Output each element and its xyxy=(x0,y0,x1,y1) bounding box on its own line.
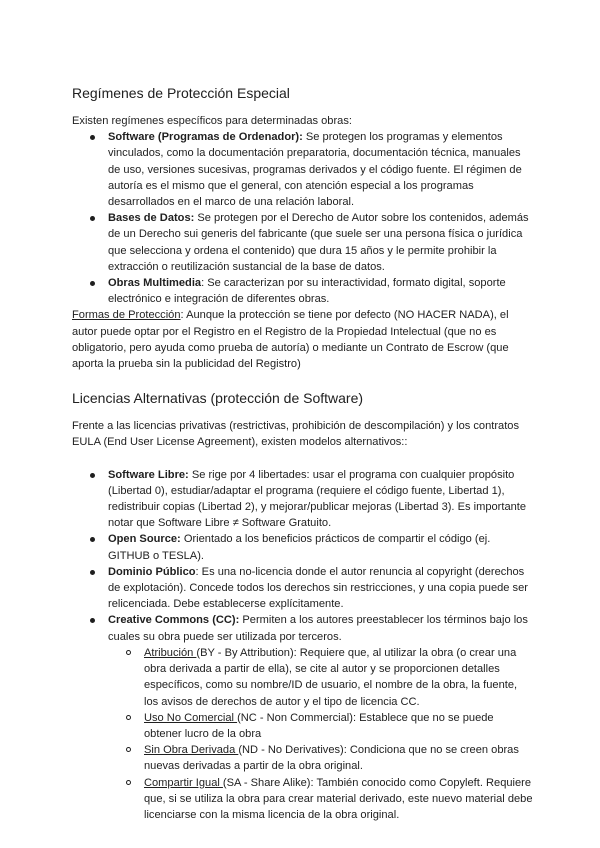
cc-item-compartir-igual xyxy=(108,775,534,824)
list-item-bases-de-datos xyxy=(72,210,534,275)
term-sin-obra-derivada: Sin Obra Derivada xyxy=(144,744,239,757)
section-heading-licencias: Licencias Alternativas (protección de Software) xyxy=(72,390,364,407)
desc-dominio-publico: : Es una no-licencia donde el autor renuncia al copyright (derechos de explotación). Concede todos los derechos sin restricciones, y una copia puede ser relicenciada. Debe establecerse explícitamente. xyxy=(108,565,528,611)
term-software-libre: Software Libre: xyxy=(108,468,189,481)
formas-proteccion-text: : Aunque la protección se tiene por defecto (NO HACER NADA), el autor puede optar por el Registro en el Registro de la Propiedad Intelectual (que no es obligatorio, pero ayuda como prueba de autoría) o mediante un Contrato de Escrow (que aporta la prueba sin la publicidad del Registro) xyxy=(72,309,509,371)
term-bases-de-datos: Bases de Datos: xyxy=(108,212,195,225)
list-item-creative-commons xyxy=(72,612,534,823)
section-intro-regimenes: Existen regímenes específicos para determinadas obras: xyxy=(72,115,352,127)
desc-atribucion: (BY - By Attribution): Requiere que, al utilizar la obra (o crear una obra derivada a partir de ella), se cite al autor y se proporcionen detalles específicos, como su nombre/ID de usuario, el nombre de la obra, la fuente, los avisos de derechos de autor y el tipo de licencia CC. xyxy=(144,646,518,708)
document-content xyxy=(72,83,534,823)
list-item-software-libre xyxy=(72,467,534,532)
term-compartir-igual: Compartir Igual xyxy=(144,776,223,789)
desc-software: Se protegen los programas y elementos vinculados, como la documentación preparatoria, documentación técnica, manuales de uso, versiones sucesivas, programas derivados y el código fuente. El régimen de autoría es el mismo que el general, con atención especial a los programas desarrollados en el marco de una relación laboral. xyxy=(108,131,522,209)
cc-item-sin-obra-derivada xyxy=(108,742,534,774)
formas-proteccion-paragraph xyxy=(72,307,534,372)
list-item-open-source xyxy=(72,531,534,563)
section-intro-licencias: Frente a las licencias privativas (restrictivas, prohibición de descompilación) y los contratos EULA (End User License Agreement), existen modelos alternativos:: xyxy=(72,420,520,449)
term-creative-commons: Creative Commons (CC): xyxy=(108,614,240,627)
desc-compartir-igual: (SA - Share Alike): También conocido como Copyleft. Requiere que, si se utiliza la obra para crear material derivado, este nuevo material debe licenciarse con la misma licencia de la obra original. xyxy=(144,776,533,821)
list-item-obras-multimedia xyxy=(72,275,534,307)
list-item-dominio-publico xyxy=(72,564,534,613)
cc-item-atribucion xyxy=(108,645,534,710)
desc-obras-multimedia: : Se caracterizan por su interactividad, formato digital, soporte electrónico e integración de diferentes obras. xyxy=(108,277,506,306)
licencias-list xyxy=(72,467,534,823)
desc-software-libre: Se rige por 4 libertades: usar el programa con cualquier propósito (Libertad 0), estudiar/adaptar el programa (requiere el código fuente, Libertad 1), redistribuir copias (Libertad 2), y mejorar/publicar mejoras (Libertad 3). Es importante notar que Software Libre ≠ Software Gratuito. xyxy=(108,468,527,530)
desc-uso-no-comercial: (NC - Non Commercial): Establece que no se puede obtener lucro de la obra xyxy=(144,711,494,740)
cc-sublist xyxy=(108,645,534,823)
section-heading-regimenes: Regímenes de Protección Especial xyxy=(72,85,290,101)
regimenes-list xyxy=(72,129,534,307)
term-software: Software (Programas de Ordenador): xyxy=(108,131,303,144)
desc-sin-obra-derivada: (ND - No Derivatives): Condiciona que no se creen obras nuevas derivadas a partir de la obra original. xyxy=(144,744,519,773)
term-uso-no-comercial: Uso No Comercial xyxy=(144,711,238,724)
term-atribucion: Atribución xyxy=(144,646,197,659)
desc-open-source: Orientado a los beneficios prácticos de compartir el código (ej. GITHUB o TESLA). xyxy=(108,533,491,562)
desc-creative-commons: Permiten a los autores preestablecer los términos bajo los cuales su obra puede ser utilizada por terceros. xyxy=(108,614,528,643)
formas-proteccion-label: Formas de Protección xyxy=(72,309,181,322)
list-item-software xyxy=(72,129,534,210)
desc-bases-de-datos: Se protegen por el Derecho de Autor sobre los contenidos, además de un Derecho sui generis del fabricante (que suele ser una persona física o jurídica que selecciona y ordena el contenido) que dura 15 años y le permite prohibir la extracción o reutilización sustancial de la base de datos. xyxy=(108,212,529,273)
term-obras-multimedia: Obras Multimedia xyxy=(108,277,202,290)
term-open-source: Open Source: xyxy=(108,533,181,546)
cc-item-uso-no-comercial xyxy=(108,710,534,742)
term-dominio-publico: Dominio Público xyxy=(108,565,196,578)
